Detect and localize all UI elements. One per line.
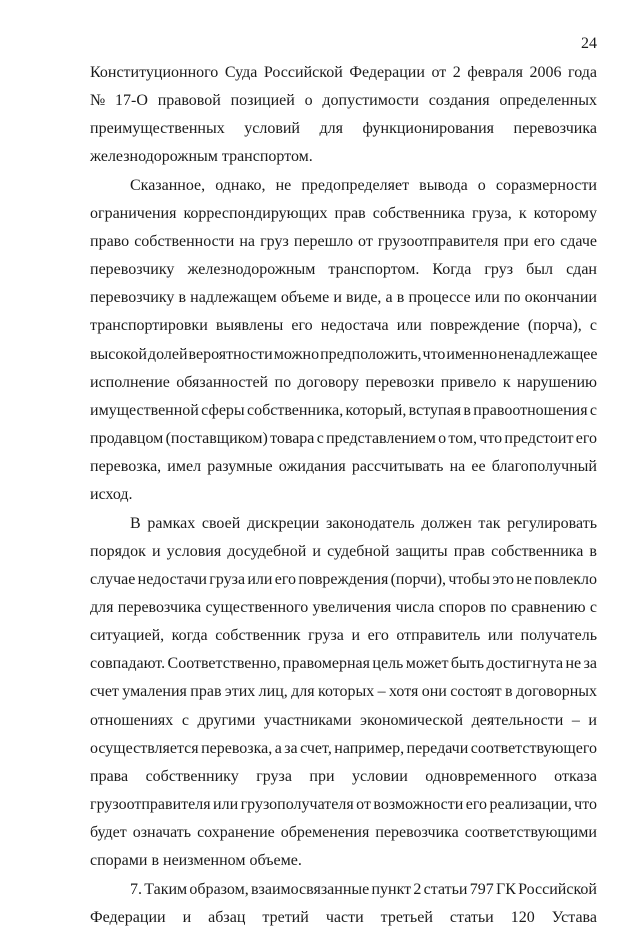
line-text: Конституционного Суда Российской Федерации от 2 февраля 2006 года: [90, 64, 597, 81]
text-line: [90, 87, 597, 115]
line-text: Федерации и абзац третий части третьей статьи 120 Устава: [90, 908, 597, 926]
text-line: [90, 904, 597, 932]
text-line: [90, 707, 597, 735]
text-line: [90, 566, 597, 594]
page-number: 24: [581, 35, 597, 52]
line-text: продавцом (поставщиком) товара с представлением о том, что предстоит его: [90, 430, 597, 448]
text-line: [90, 115, 597, 143]
text-line: [90, 622, 597, 650]
line-text: железнодорожным транспортом.: [90, 148, 313, 166]
text-line: [90, 59, 597, 87]
line-text: имущественной сферы собственника, который, вступая в правоотношения с: [90, 401, 597, 419]
line-text: высокой долей вероятности можно предположить, что именно ненадлежащее: [90, 345, 598, 363]
text-line: [90, 284, 597, 312]
line-text: перевозка, имел разумные ожидания рассчитывать на ее благополучный: [90, 458, 597, 476]
text-line: [90, 876, 597, 904]
text-line: [90, 312, 597, 340]
text-line: [90, 763, 597, 791]
line-text: совпадают. Соответственно, правомерная цель может быть достигнута не за: [90, 655, 597, 673]
text-line: [90, 228, 597, 256]
line-text: порядок и условия досудебной и судебной защиты прав собственника в: [90, 542, 597, 560]
line-text: для перевозчика существенного увеличения числа споров по сравнению с: [90, 598, 597, 616]
text-line: [90, 594, 597, 622]
paragraph: [90, 510, 597, 876]
text-line: [90, 397, 597, 425]
line-text: транспортировки выявлены его недостача или повреждение (порча), с: [90, 317, 597, 335]
text-line: [90, 650, 597, 678]
paragraph: [90, 59, 597, 172]
text-line: [90, 510, 597, 538]
line-text: исполнение обязанностей по договору перевозки привело к нарушению: [90, 373, 597, 391]
line-text: перевозчику железнодорожным транспортом. Когда груз был сдан: [90, 261, 597, 279]
line-text: отношениях с другими участниками экономической деятельности – и: [90, 711, 597, 729]
text-line: [90, 538, 597, 566]
text-line: [90, 369, 597, 397]
line-text: В рамках своей дискреции законодатель должен так регулировать: [130, 514, 597, 532]
text-line: [90, 453, 597, 481]
line-text: № 17-О правовой позицией о допустимости создания определенных: [90, 92, 597, 110]
line-text: ограничения корреспондирующих прав собственника груза, к которому: [90, 204, 597, 222]
text-line: [90, 143, 597, 171]
line-text: право собственности на груз перешло от грузоотправителя при его сдаче: [90, 232, 597, 250]
document-body: [90, 59, 597, 932]
line-text: счет умаления прав этих лиц, для которых – хотя они состоят в договорных: [90, 683, 597, 701]
text-line: [90, 341, 597, 369]
line-text: исход.: [90, 486, 133, 504]
line-text: осуществляется перевозка, а за счет, например, передачи соответствующего: [90, 739, 597, 757]
paragraph: [90, 876, 597, 932]
line-text: 7. Таким образом, взаимосвязанные пункт 2 статьи 797 ГК Российской: [130, 880, 597, 898]
line-text: грузоотправителя или грузополучателя от возможности его реализации, что: [90, 796, 597, 814]
text-line: [90, 847, 597, 875]
line-text: ситуацией, когда собственник груза и его отправитель или получатель: [90, 627, 597, 645]
text-line: [90, 256, 597, 284]
text-line: [90, 172, 597, 200]
text-line: [90, 791, 597, 819]
line-text: спорами в неизменном объеме.: [90, 852, 302, 870]
text-line: [90, 425, 597, 453]
line-text: случае недостачи груза или его повреждения (порчи), чтобы это не повлекло: [90, 570, 598, 588]
line-text: права собственнику груза при условии одновременного отказа: [90, 767, 597, 785]
text-line: [90, 735, 597, 763]
text-line: [90, 819, 597, 847]
paragraph: [90, 172, 597, 510]
text-line: [90, 678, 597, 706]
text-line: [90, 481, 597, 509]
line-text: преимущественных условий для функционирования перевозчика: [90, 120, 597, 138]
line-text: перевозчику в надлежащем объеме и виде, а в процессе или по окончании: [90, 289, 597, 307]
text-line: [90, 200, 597, 228]
line-text: Сказанное, однако, не предопределяет вывода о соразмерности: [130, 176, 597, 194]
line-text: будет означать сохранение обременения перевозчика соответствующими: [90, 824, 597, 842]
